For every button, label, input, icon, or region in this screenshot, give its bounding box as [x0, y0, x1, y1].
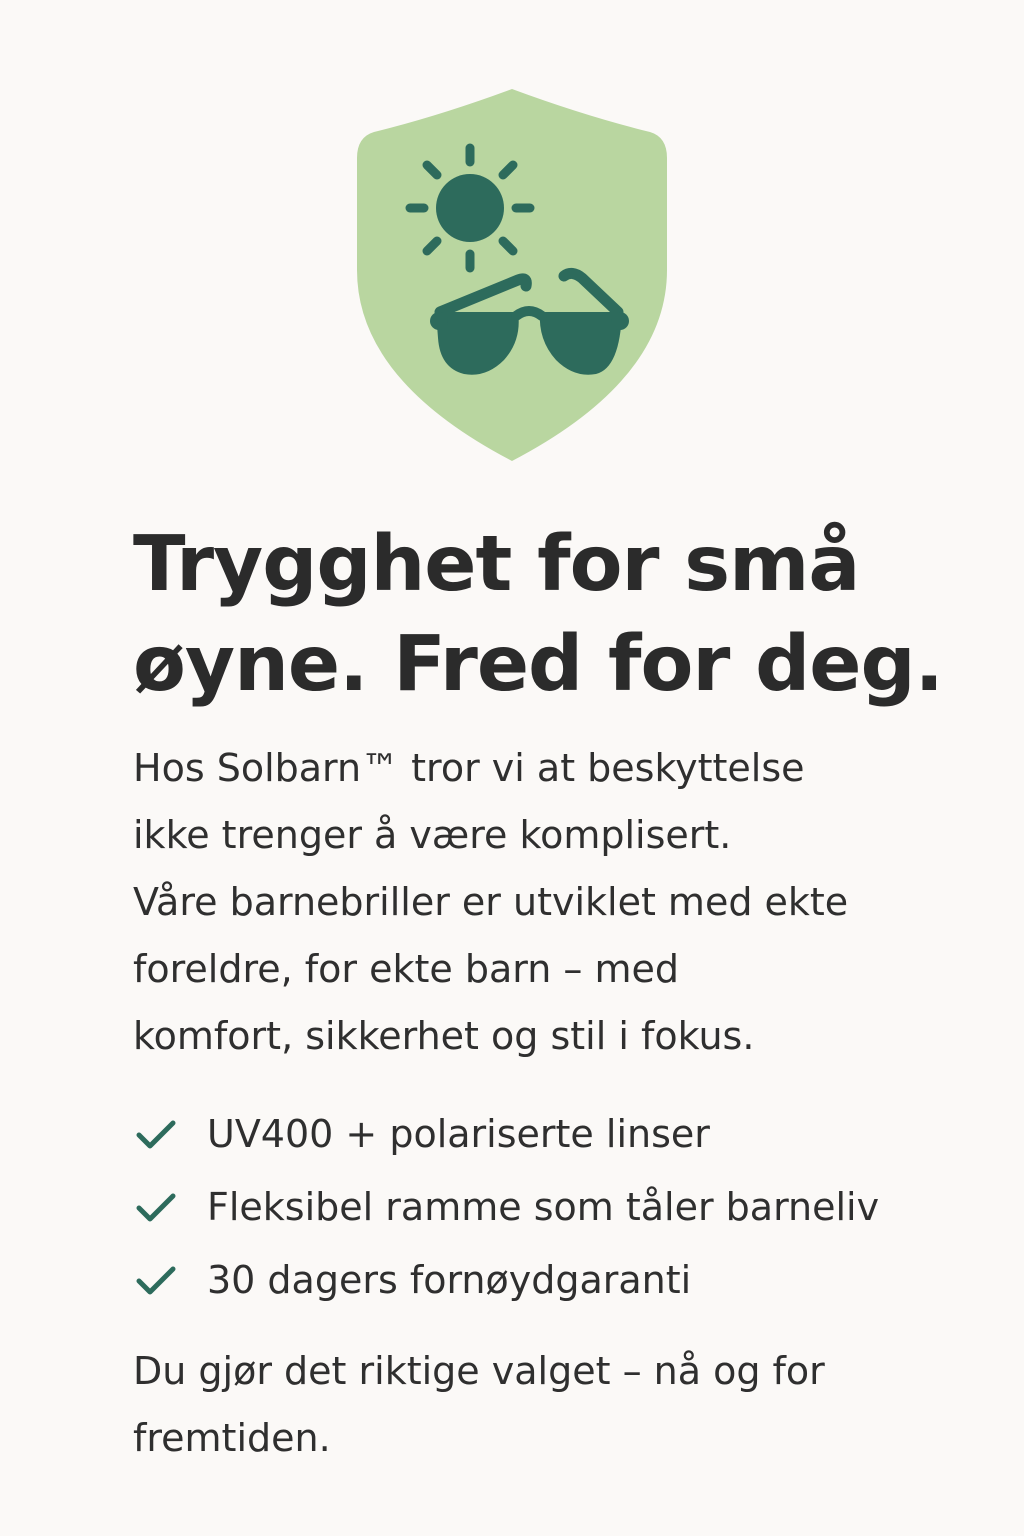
shield-sun-sunglasses-icon [340, 80, 684, 472]
checkmark-icon [133, 1184, 179, 1230]
list-item [133, 1097, 973, 1170]
shield-shape [357, 89, 667, 461]
closing-paragraph [133, 1338, 973, 1472]
main-content [133, 515, 973, 1472]
feature-list [133, 1097, 973, 1316]
checkmark-icon [133, 1257, 179, 1303]
paragraph-line: komfort, sikkerhet og stil i fokus. [133, 1014, 755, 1058]
paragraph-line: Hos Solbarn™ tror vi at beskyttelse [133, 746, 805, 790]
sun-icon [410, 148, 530, 268]
feature-label: 30 dagers fornøydgaranti [207, 1257, 692, 1302]
paragraph-line: ikke trenger å være komplisert. [133, 813, 732, 857]
list-item [133, 1170, 973, 1243]
checkmark-icon [133, 1111, 179, 1157]
list-item [133, 1243, 973, 1316]
page-title [133, 515, 973, 715]
headline-line: øyne. Fred for deg. [133, 620, 943, 709]
headline-line: Trygghet for små [133, 520, 860, 609]
paragraph-line: Våre barnebriller er utviklet med ekte [133, 880, 849, 924]
paragraph-line: fremtiden. [133, 1416, 331, 1460]
paragraph-line: foreldre, for ekte barn – med [133, 947, 679, 991]
intro-paragraph [133, 735, 973, 1070]
feature-label: UV400 + polariserte linser [207, 1111, 710, 1156]
feature-label: Fleksibel ramme som tåler barneliv [207, 1184, 880, 1229]
paragraph-line: Du gjør det riktige valget – nå og for [133, 1349, 825, 1393]
